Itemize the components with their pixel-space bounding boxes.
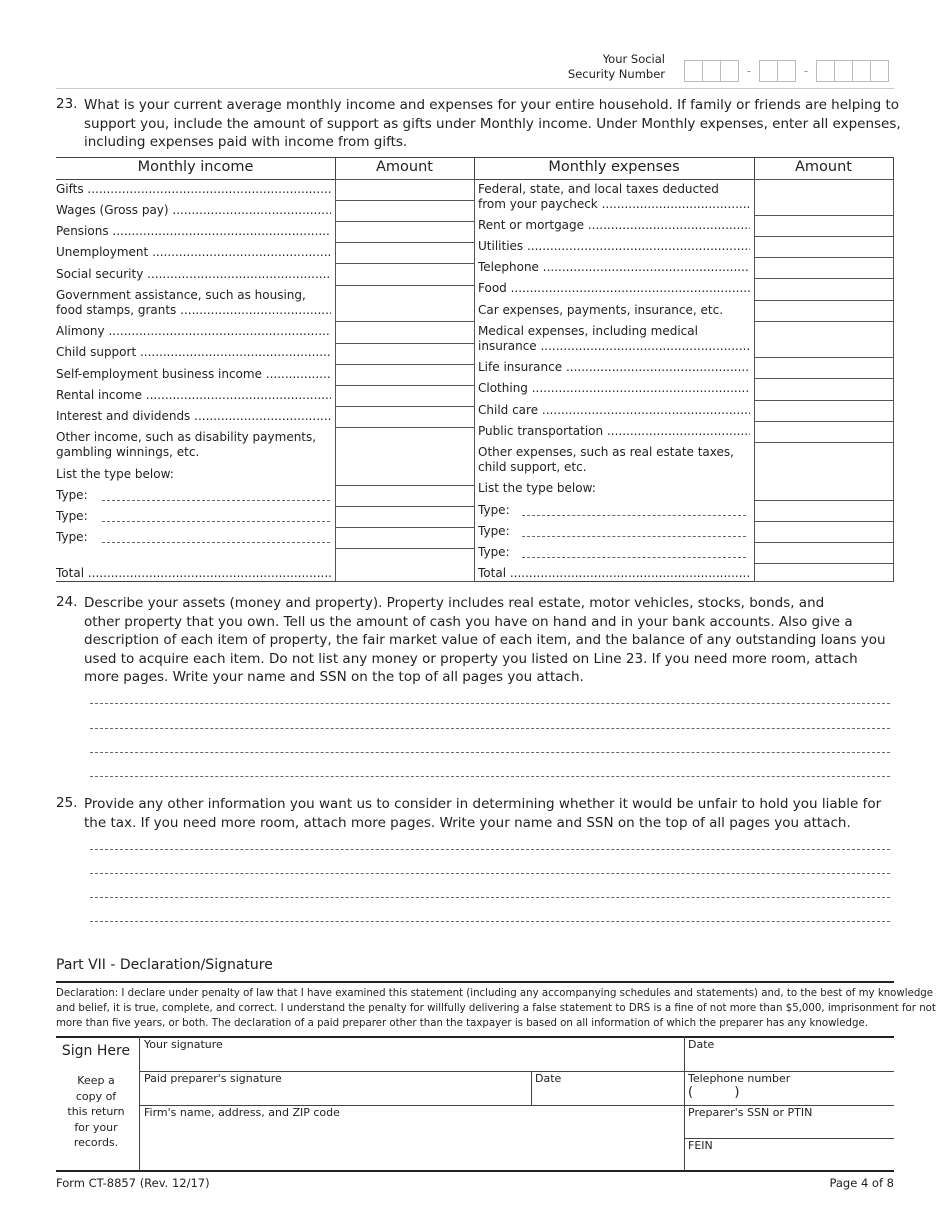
amount-input[interactable] — [754, 257, 894, 279]
income-total: Total ..... — [56, 566, 331, 581]
expense-type-label: Type: — [478, 503, 510, 517]
income-list-type: List the type below: — [56, 467, 174, 481]
amount-input[interactable] — [335, 179, 475, 201]
amount-input[interactable] — [754, 236, 894, 258]
q23-line: What is your current average monthly income and expenses for your entire household. If family or friends are helping to — [84, 97, 900, 113]
amount-input[interactable] — [754, 442, 894, 501]
q25-answer-line[interactable] — [90, 921, 890, 922]
income-type-label: Type: — [56, 530, 88, 544]
keep-copy-line: Keep a — [77, 1074, 115, 1087]
amount-input[interactable] — [335, 527, 475, 549]
declaration-line: more than five years, or both. The declaration of a paid preparer other than the taxpayer is based on all information of which the preparer has any knowledge. — [56, 1018, 868, 1029]
expense-type-input[interactable] — [522, 536, 746, 537]
q23-number: 23. — [56, 96, 78, 112]
q25-text — [84, 795, 896, 832]
income-self-employment: Self-employment business income ..... — [56, 367, 331, 382]
keep-copy-line: records. — [73, 1136, 119, 1149]
q24-number: 24. — [56, 594, 78, 610]
expense-car: Car expenses, payments, insurance, etc. — [478, 303, 724, 317]
q25-answer-line[interactable] — [90, 849, 890, 850]
firm-label: Firm's name, address, and ZIP code — [144, 1106, 340, 1119]
keep-copy-note — [56, 1073, 136, 1151]
q23-line: including expenses paid with income from gifts. — [84, 134, 408, 150]
phone-area-code: ( ) — [688, 1085, 740, 1100]
q25-answer-line[interactable] — [90, 873, 890, 874]
ssn-digit[interactable] — [720, 60, 738, 82]
amount-input[interactable] — [335, 485, 475, 507]
amount-input[interactable] — [754, 378, 894, 401]
income-gov-assist-2: food stamps, grants ..... — [56, 303, 331, 318]
expense-taxes-1: Federal, state, and local taxes deducted — [478, 182, 719, 196]
expense-food: Food ..... — [478, 281, 750, 296]
telephone-label: Telephone number — [688, 1072, 791, 1085]
keep-copy-line: this return — [67, 1105, 125, 1118]
q24-line: used to acquire each item. Do not list any money or property you listed on Line 23. If you need more room, attach — [84, 650, 858, 667]
income-rental: Rental income ..... — [56, 388, 331, 403]
amount-input[interactable] — [335, 506, 475, 528]
income-child-support: Child support ..... — [56, 345, 331, 360]
income-type-label: Type: — [56, 488, 88, 502]
expense-medical-2: insurance ..... — [478, 339, 750, 354]
q24-line: more pages. Write your name and SSN on the top of all pages you attach. — [84, 669, 584, 685]
amount-input[interactable] — [754, 357, 894, 379]
income-type-input[interactable] — [102, 500, 330, 501]
expense-medical-1: Medical expenses, including medical — [478, 324, 698, 338]
expense-life-insurance: Life insurance ..... — [478, 360, 750, 375]
preparer-ssn-label: Preparer's SSN or PTIN — [688, 1106, 813, 1119]
fein-field[interactable] — [685, 1139, 894, 1170]
income-unemployment: Unemployment ..... — [56, 245, 331, 260]
header-divider — [56, 88, 894, 89]
ssn-dash: - — [746, 64, 752, 78]
amount-input[interactable] — [335, 427, 475, 486]
ssn-label — [568, 52, 665, 82]
amount-input[interactable] — [335, 200, 475, 222]
amount-input[interactable] — [335, 285, 475, 322]
date-field[interactable] — [685, 1037, 894, 1071]
expense-child-care: Child care ..... — [478, 403, 750, 418]
amount-input[interactable] — [754, 500, 894, 522]
amount-input[interactable] — [335, 321, 475, 344]
expense-other-2: child support, etc. — [478, 460, 587, 474]
expense-list-type: List the type below: — [478, 481, 596, 495]
amount-total-input[interactable] — [754, 563, 894, 582]
your-signature-label: Your signature — [144, 1038, 223, 1051]
amount-input[interactable] — [754, 179, 894, 216]
ssn-label-line2: Security Number — [567, 67, 665, 81]
amount-input[interactable] — [335, 385, 475, 407]
q24-answer-line[interactable] — [90, 776, 890, 777]
sign-here-label: Sign Here — [61, 1043, 131, 1059]
amount-input[interactable] — [335, 221, 475, 243]
q23-line: support you, include the amount of support as gifts under Monthly income. Under Monthly expenses, enter all expenses, — [84, 115, 901, 132]
ssn-digit[interactable] — [702, 60, 720, 82]
amount-input[interactable] — [335, 406, 475, 428]
q25-line: the tax. If you need more room, attach more pages. Write your name and SSN on the top of all pages you attach. — [84, 814, 851, 831]
amount-input[interactable] — [754, 421, 894, 443]
fein-label: FEIN — [688, 1139, 713, 1152]
expense-rent: Rent or mortgage ..... — [478, 218, 750, 233]
ssn-digit[interactable] — [816, 60, 834, 82]
keep-copy-line: for your — [74, 1120, 118, 1134]
expense-telephone: Telephone ..... — [478, 260, 750, 275]
col-amount-income: Amount — [376, 159, 433, 175]
keep-copy-line: copy of — [75, 1089, 117, 1103]
expense-transport: Public transportation ..... — [478, 424, 750, 439]
part7-rule — [56, 981, 894, 983]
amount-input[interactable] — [754, 521, 894, 543]
q24-answer-line[interactable] — [90, 703, 890, 704]
expense-type-label: Type: — [478, 524, 510, 538]
q24-line: Describe your assets (money and property). Property includes real estate, motor vehicles, stocks, bonds, and — [84, 595, 825, 611]
amount-input[interactable] — [754, 215, 894, 237]
q24-line: other property that you own. Tell us the amount of cash you have on hand and in your bank accounts. Also give a — [84, 613, 853, 630]
expense-type-input[interactable] — [522, 515, 746, 516]
declaration-line: and belief, it is true, complete, and correct. I understand the penalty for willfully delivering a false statement to DRS is a fine of not more than $5,000, imprisonment for not — [56, 1003, 936, 1014]
q24-answer-line[interactable] — [90, 752, 890, 753]
income-type-input[interactable] — [102, 521, 330, 522]
preparer-date-label: Date — [535, 1072, 562, 1085]
ssn-digit[interactable] — [777, 60, 795, 82]
ssn-digit[interactable] — [852, 60, 870, 82]
amount-input[interactable] — [754, 300, 894, 322]
income-other-1: Other income, such as disability payments, — [56, 430, 317, 444]
form-id: Form CT-8857 (Rev. 12/17) — [56, 1176, 210, 1190]
q23-text — [84, 96, 901, 152]
col-monthly-income: Monthly income — [137, 159, 254, 175]
ssn-input[interactable] — [684, 59, 889, 83]
part7-title: Part VII - Declaration/Signature — [56, 957, 273, 973]
amount-input[interactable] — [754, 542, 894, 564]
date-label: Date — [688, 1038, 715, 1051]
expense-type-input[interactable] — [522, 557, 746, 558]
amount-input[interactable] — [335, 343, 475, 365]
sign-block-bottom — [56, 1170, 894, 1172]
amount-input[interactable] — [754, 321, 894, 358]
ssn-digit[interactable] — [759, 60, 777, 82]
ssn-label-line1: Your Social — [602, 52, 665, 66]
declaration-text — [56, 986, 936, 1031]
income-alimony: Alimony ..... — [56, 324, 331, 339]
declaration-line: Declaration: I declare under penalty of law that I have examined this statement (including any accompanying schedules and statements) and, to the best of my knowledge — [56, 988, 934, 999]
income-gifts: Gifts ..... — [56, 182, 331, 197]
q24-line: description of each item of property, the fair market value of each item, and the balance of any outstanding loans you — [84, 632, 886, 648]
expense-taxes-2: from your paycheck ..... — [478, 197, 750, 212]
amount-input[interactable] — [335, 364, 475, 386]
income-pensions: Pensions ..... — [56, 224, 331, 239]
ssn-digit[interactable] — [834, 60, 852, 82]
q24-answer-line[interactable] — [90, 728, 890, 729]
q25-line: Provide any other information you want us to consider in determining whether it would be unfair to hold you liable for — [84, 796, 882, 812]
income-type-input[interactable] — [102, 542, 330, 543]
ssn-digit[interactable] — [870, 60, 888, 82]
income-interest: Interest and dividends ..... — [56, 409, 331, 424]
amount-input[interactable] — [335, 242, 475, 264]
expense-utilities: Utilities ..... — [478, 239, 750, 254]
col-monthly-expenses: Monthly expenses — [548, 159, 680, 175]
amount-input[interactable] — [754, 278, 894, 301]
preparer-signature-label: Paid preparer's signature — [144, 1072, 282, 1085]
expense-type-label: Type: — [478, 545, 510, 559]
amount-total-input[interactable] — [335, 548, 475, 582]
amount-input[interactable] — [335, 263, 475, 286]
income-social-security: Social security ..... — [56, 267, 331, 282]
col-amount-expenses: Amount — [795, 159, 852, 175]
expense-other-1: Other expenses, such as real estate taxes, — [478, 445, 734, 459]
income-other-2: gambling winnings, etc. — [56, 445, 200, 459]
q25-number: 25. — [56, 795, 78, 811]
income-wages: Wages (Gross pay) ..... — [56, 203, 331, 218]
expense-clothing: Clothing ..... — [478, 381, 750, 396]
page-number: Page 4 of 8 — [829, 1176, 894, 1190]
ssn-digit[interactable] — [684, 60, 702, 82]
q24-text — [84, 594, 896, 687]
amount-input[interactable] — [754, 400, 894, 422]
q25-answer-line[interactable] — [90, 897, 890, 898]
income-gov-assist-1: Government assistance, such as housing, — [56, 288, 306, 302]
expense-total: Total ..... — [478, 566, 750, 581]
ssn-dash: - — [803, 64, 809, 78]
income-type-label: Type: — [56, 509, 88, 523]
